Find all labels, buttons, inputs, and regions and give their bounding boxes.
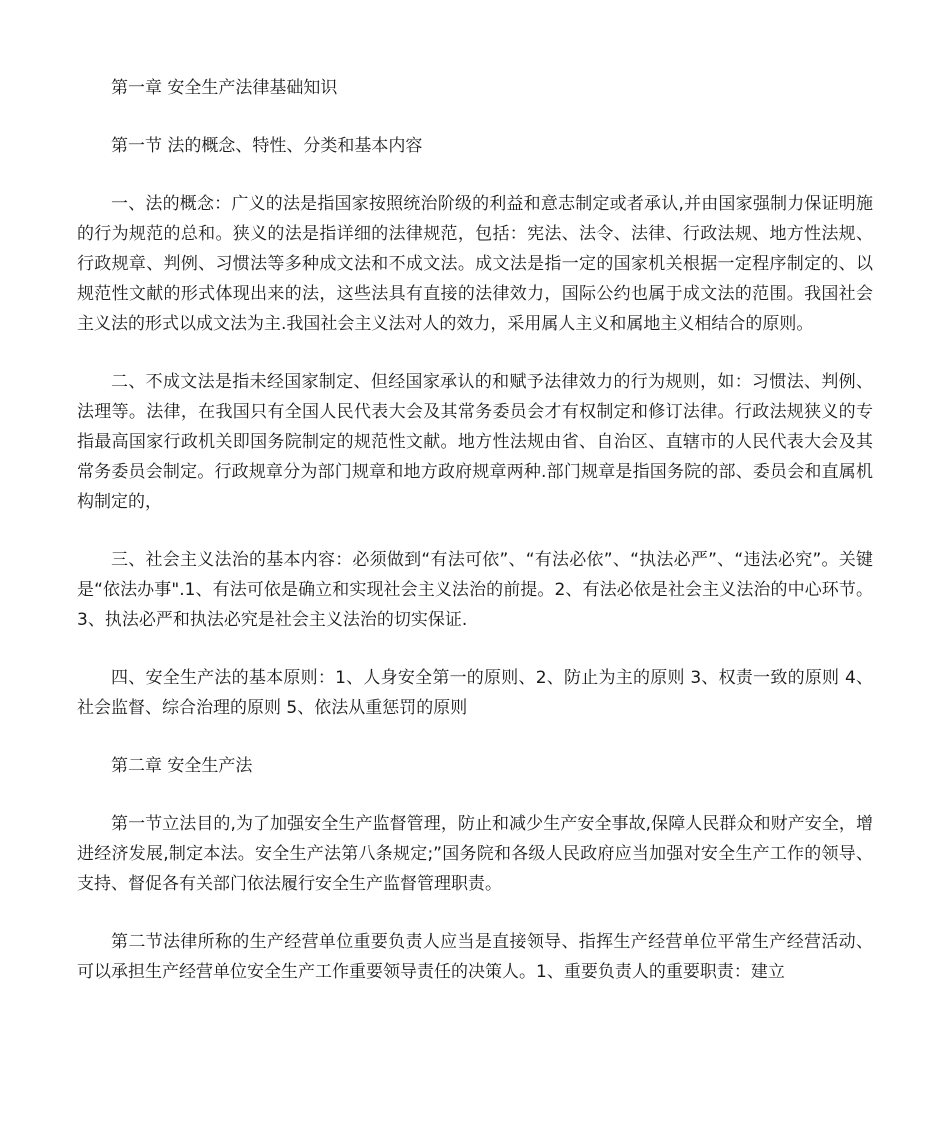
paragraph-principal-responsibilities: 第二节法律所称的生产经营单位重要负责人应当是直接领导、指挥生产经营单位平常生产经营活动、可以承担生产经营单位安全生产工作重要领导责任的决策人。1、重要负责人的重要职责：建立 — [77, 932, 873, 982]
paragraph-law-concept: 一、法的概念：广义的法是指国家按照统治阶级的利益和意志制定或者承认,并由国家强制力保证明施的行为规范的总和。狭义的法是指详细的法律规范，包括：宪法、法令、法律、行政法规、地方性法规、行政规章、判例、习惯法等多种成文法和不成文法。成文法是指一定的国家机关根据一定程序制定的、以规范性文献的形式体现出来的法，这些法具有直接的法律效力，国际公约也属于成文法的范围。我国社会主义法的形式以成文法为主.我国社会主义法对人的效力，采用属人主义和属地主义相结合的原则。 — [77, 194, 873, 334]
paragraph-unwritten-law: 二、不成文法是指未经国家制定、但经国家承认的和赋予法律效力的行为规则，如：习惯法、判例、法理等。法律，在我国只有全国人民代表大会及其常务委员会才有权制定和修订法律。行政法规狭义的专指最高国家行政机关即国务院制定的规范性文献。地方性法规由省、自治区、直辖市的人民代表大会及其常务委员会制定。行政规章分为部门规章和地方政府规章两种.部门规章是指国务院的部、委员会和直属机构制定的， — [77, 372, 873, 512]
chapter-1-title: 第一章 安全生产法律基础知识 — [111, 78, 338, 98]
paragraph-safety-principles: 四、安全生产法的基本原则：1、人身安全第一的原则、2、防止为主的原则 3、权责一致的原则 4、社会监督、综合治理的原则 5、依法从重惩罚的原则 — [77, 668, 873, 718]
paragraph-legislative-purpose: 第一节立法目的,为了加强安全生产监督管理，防止和减少生产安全事故,保障人民群众和财产安全，增进经济发展,制定本法。安全生产法第八条规定;”国务院和各级人民政府应当加强对安全生产工作的领导、支持、督促各有关部门依法履行安全生产监督管理职责。 — [77, 814, 873, 894]
document-body — [77, 73, 873, 1015]
paragraph-rule-of-law: 三、社会主义法治的基本内容：必须做到“有法可依”、“有法必依”、“执法必严”、“违法必究”。关键是“依法办事".1、有法可依是确立和实现社会主义法治的前提。2、有法必依是社会主义法治的中心环节。3、执法必严和执法必究是社会主义法治的切实保证. — [77, 550, 873, 630]
section-1-title: 第一节 法的概念、特性、分类和基本内容 — [111, 136, 423, 156]
chapter-2-title: 第二章 安全生产法 — [111, 756, 253, 776]
